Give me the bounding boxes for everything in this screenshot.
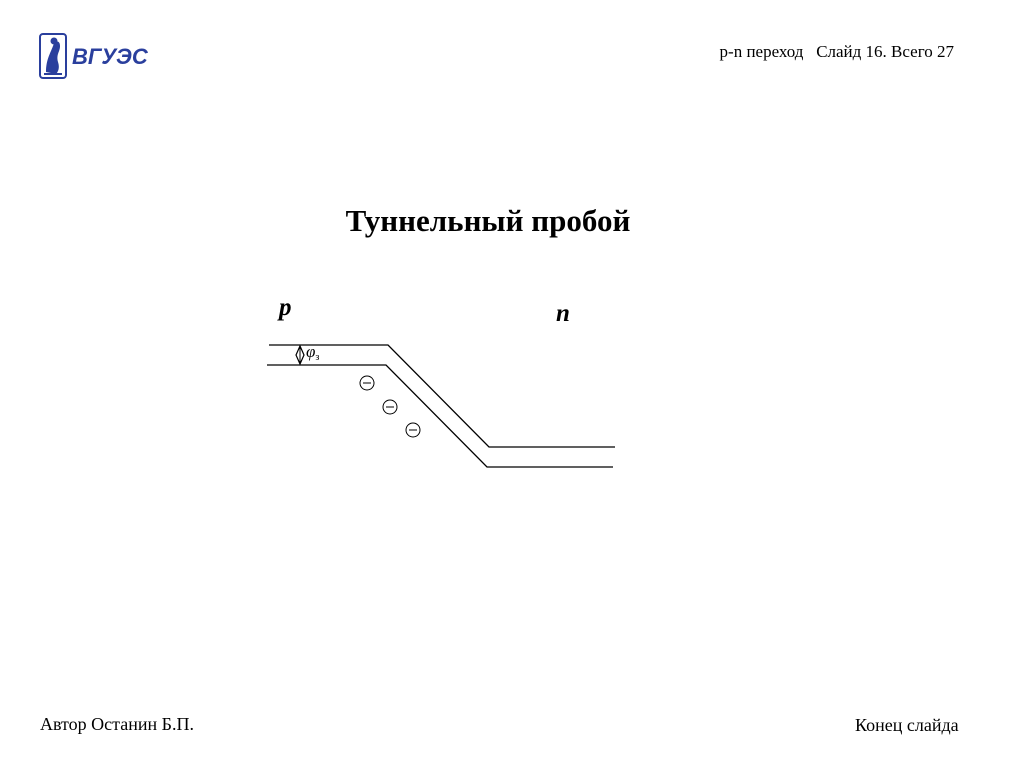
logo-graphic (38, 32, 158, 80)
p-region-label: p (279, 294, 292, 321)
n-region-label: n (556, 300, 570, 327)
slide-header-info (720, 42, 954, 62)
band-diagram (255, 290, 635, 490)
end-slide-link[interactable]: Конец слайда (855, 715, 959, 735)
electron-2 (383, 400, 397, 414)
phi-symbol: φ (306, 342, 316, 361)
electron-3 (406, 423, 420, 437)
phi-subscript: з (315, 352, 320, 363)
band-diagram-svg (255, 290, 635, 490)
logo-text: ВГУЭС (72, 44, 148, 69)
slide-title: Туннельный пробой (345, 203, 631, 238)
section-name: p-n переход (719, 42, 804, 61)
slide-counter: Слайд 16. Всего 27 (816, 42, 954, 61)
university-logo (38, 32, 158, 80)
potential-label (306, 342, 319, 363)
lower-band-line (267, 365, 613, 467)
upper-band-line (269, 345, 615, 447)
footer-author: Автор Останин Б.П. (40, 714, 194, 734)
electron-1 (360, 376, 374, 390)
